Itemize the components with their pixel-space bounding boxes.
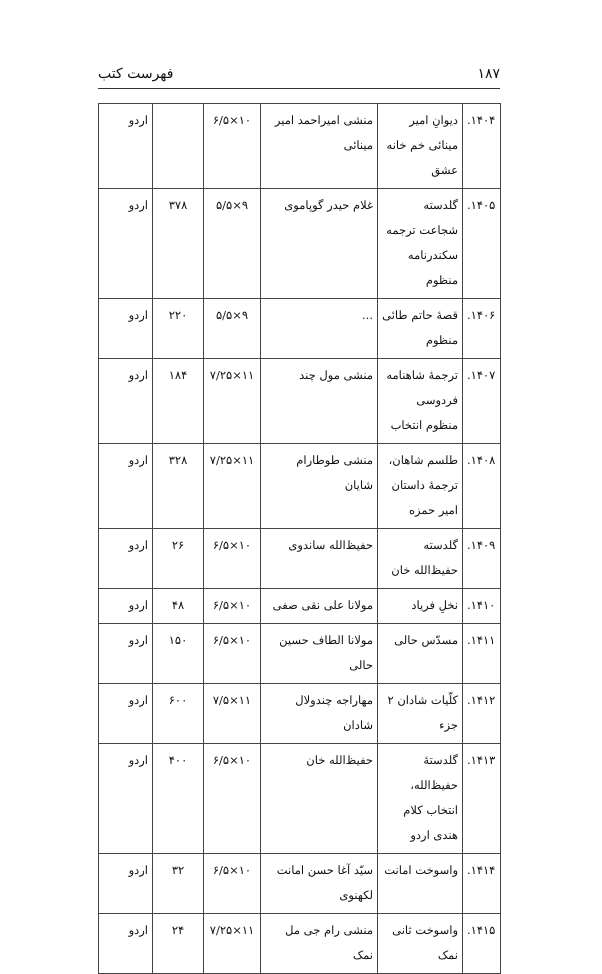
book-title: واسوخت امانت <box>378 854 463 914</box>
book-title: قصهٔ حاتم طائی منظوم <box>378 299 463 359</box>
page-count: ۲۴ <box>153 914 204 974</box>
book-author: حفیظ‌الله ساندوی <box>261 529 378 589</box>
book-title: گلدستهٔ حفیظ‌الله، انتخاب کلام هندی اردو <box>378 744 463 854</box>
book-language: اردو <box>99 104 153 189</box>
catalog-body <box>99 104 501 974</box>
entry-number: ۱۴۱۳. <box>463 744 501 854</box>
book-title: گلدسته شجاعت ترجمه سکندرنامه منظوم <box>378 189 463 299</box>
page-number: ۱۸۷ <box>477 66 500 82</box>
book-author: مولانا علی نقی صفی <box>261 589 378 624</box>
table-row <box>99 299 501 359</box>
entry-number: ۱۴۱۲. <box>463 684 501 744</box>
entry-number: ۱۴۱۵. <box>463 914 501 974</box>
book-language: اردو <box>99 624 153 684</box>
table-row <box>99 744 501 854</box>
page-count: ۲۲۰ <box>153 299 204 359</box>
table-row <box>99 624 501 684</box>
book-author: مولانا الطاف حسین حالی <box>261 624 378 684</box>
book-size: ۹×۵/۵ <box>204 299 261 359</box>
book-size: ۱۰×۶/۵ <box>204 744 261 854</box>
book-size: ۱۰×۶/۵ <box>204 589 261 624</box>
book-author: ... <box>261 299 378 359</box>
entry-number: ۱۴۱۰. <box>463 589 501 624</box>
book-size: ۱۱×۷/۲۵ <box>204 914 261 974</box>
page-count: ۲۶ <box>153 529 204 589</box>
book-language: اردو <box>99 444 153 529</box>
page-count: ۴۸ <box>153 589 204 624</box>
table-row <box>99 189 501 299</box>
book-language: اردو <box>99 299 153 359</box>
book-size: ۱۱×۷/۲۵ <box>204 444 261 529</box>
book-author: سیّد آغا حسن امانت لکهنوی <box>261 854 378 914</box>
book-title: ترجمهٔ شاهنامه فردوسی منظوم انتخاب <box>378 359 463 444</box>
book-size: ۱۰×۶/۵ <box>204 854 261 914</box>
entry-number: ۱۴۱۴. <box>463 854 501 914</box>
book-author: منشی امیراحمد امیر مینائی <box>261 104 378 189</box>
table-row <box>99 444 501 529</box>
book-title: مسدّس حالی <box>378 624 463 684</box>
page-count: ۱۸۴ <box>153 359 204 444</box>
book-size: ۱۱×۷/۵ <box>204 684 261 744</box>
book-language: اردو <box>99 854 153 914</box>
book-catalog-table <box>98 103 501 974</box>
entry-number: ۱۴۰۶. <box>463 299 501 359</box>
page-header <box>98 64 500 89</box>
entry-number: ۱۴۰۴. <box>463 104 501 189</box>
page-count: ۴۰۰ <box>153 744 204 854</box>
entry-number: ۱۴۰۸. <box>463 444 501 529</box>
table-row <box>99 589 501 624</box>
page-count: ۳۲ <box>153 854 204 914</box>
running-title: فهرست کتب <box>98 66 174 82</box>
book-author: حفیظ‌الله خان <box>261 744 378 854</box>
entry-number: ۱۴۰۵. <box>463 189 501 299</box>
book-size: ۱۰×۶/۵ <box>204 529 261 589</box>
book-language: اردو <box>99 189 153 299</box>
table-row <box>99 854 501 914</box>
book-title: دیوانِ امیر مینائی خم خانه عشق <box>378 104 463 189</box>
book-size: ۹×۵/۵ <box>204 189 261 299</box>
page-count: ۶۰۰ <box>153 684 204 744</box>
book-title: طلسم شاهان، ترجمهٔ داستان امیر حمزه <box>378 444 463 529</box>
book-title: گلدسته حفیظ‌الله خان <box>378 529 463 589</box>
table-row <box>99 684 501 744</box>
book-author: منشی مول چند <box>261 359 378 444</box>
table-row <box>99 104 501 189</box>
book-size: ۱۰×۶/۵ <box>204 624 261 684</box>
entry-number: ۱۴۰۹. <box>463 529 501 589</box>
book-language: اردو <box>99 529 153 589</box>
book-language: اردو <box>99 684 153 744</box>
page-count: ۳۲۸ <box>153 444 204 529</box>
book-author: غلام حیدر گوپاموی <box>261 189 378 299</box>
book-language: اردو <box>99 589 153 624</box>
book-author: مهاراجه چندولال شادان <box>261 684 378 744</box>
table-row <box>99 359 501 444</box>
book-author: منشی رام جی مل نمک <box>261 914 378 974</box>
book-size: ۱۰×۶/۵ <box>204 104 261 189</box>
book-language: اردو <box>99 744 153 854</box>
table-row <box>99 914 501 974</box>
table-row <box>99 529 501 589</box>
book-size: ۱۱×۷/۲۵ <box>204 359 261 444</box>
book-title: کلّیات شادان ۲ جزء <box>378 684 463 744</box>
book-author: منشی طوطارام شایان <box>261 444 378 529</box>
entry-number: ۱۴۱۱. <box>463 624 501 684</box>
book-title: نخلِ فریاد <box>378 589 463 624</box>
page-count <box>153 104 204 189</box>
book-language: اردو <box>99 359 153 444</box>
book-language: اردو <box>99 914 153 974</box>
book-title: واسوخت ثانی نمک <box>378 914 463 974</box>
page-count: ۱۵۰ <box>153 624 204 684</box>
page-count: ۳۷۸ <box>153 189 204 299</box>
entry-number: ۱۴۰۷. <box>463 359 501 444</box>
